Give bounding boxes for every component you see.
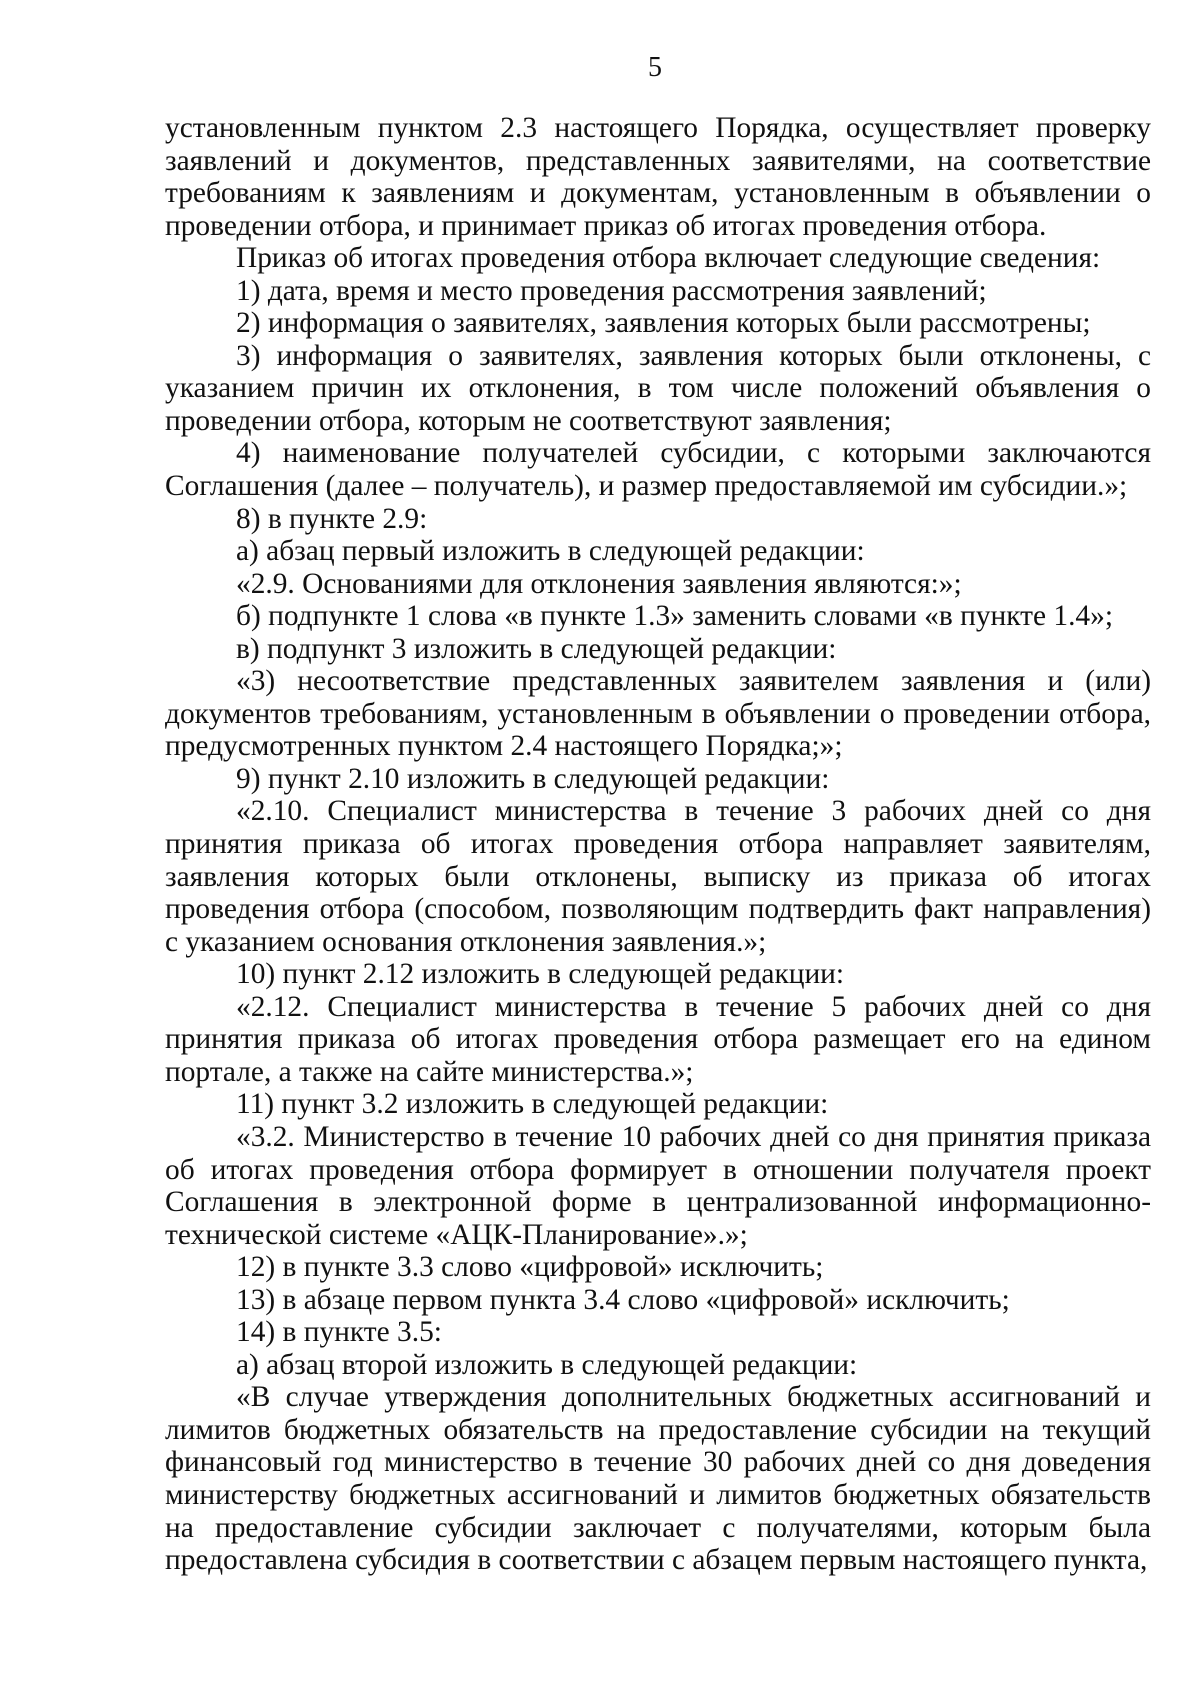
amendment-item: 14) в пункте 3.5: [236,1316,442,1349]
quoted-text: «3.2. Министерство в течение 10 рабочих дней со дня принятия приказа об итогах проведения отбора формирует в отношении получателя проект Соглашения в электронной форме в централизованной информационно-технической системе «АЦК-Планирование».»; [165,1120,1151,1251]
amendment-item: 8) в пункте 2.9: [236,502,428,535]
amendment-subitem: а) абзац второй изложить в следующей редакции: [236,1348,858,1381]
amendment-item: 13) в абзаце первом пункта 3.4 слово «цифровой» исключить; [236,1283,1010,1316]
quoted-text: «В случае утверждения дополнительных бюджетных ассигнований и лимитов бюджетных обязательств на предоставление субсидии на текущий финансовый год министерство в течение 30 рабочих дней со дня доведения министерству бюджетных ассигнований и лимитов бюджетных обязательств на предоставление субсидии заключает с получателями, которым была предоставлена субсидия в соответствии с абзацем первым настоящего пункта, [165,1381,1151,1577]
amendment-item: 10) пункт 2.12 изложить в следующей редакции: [236,958,845,991]
document-body [165,112,1151,1577]
page-number: 5 [648,52,662,83]
amendment-subitem: в) подпункт 3 изложить в следующей редакции: [236,632,837,665]
amendment-item: 12) в пункте 3.3 слово «цифровой» исключить; [236,1251,824,1284]
list-item: 3) информация о заявителях, заявления которых были отклонены, с указанием причин их отклонения, в том числе положений объявления о проведении отбора, которым не соответствуют заявления; [165,339,1151,437]
paragraph: установленным пунктом 2.3 настоящего Порядка, осуществляет проверку заявлений и документов, представленных заявителями, на соответствие требованиям к заявлениям и документам, установленным в объявлении о проведении отбора, и принимает приказ об итогах проведения отбора. [165,112,1151,242]
amendment-item: 9) пункт 2.10 изложить в следующей редакции: [236,762,830,795]
list-item: 2) информация о заявителях, заявления которых были рассмотрены; [236,307,1091,340]
quoted-text: «3) несоответствие представленных заявителем заявления и (или) документов требованиям, установленным в объявлении о проведении отбора, предусмотренных пунктом 2.4 настоящего Порядка;»; [165,665,1151,763]
list-item: 1) дата, время и место проведения рассмотрения заявлений; [236,274,987,307]
quoted-text: «2.9. Основаниями для отклонения заявления являются:»; [236,567,962,600]
quoted-text: «2.12. Специалист министерства в течение 5 рабочих дней со дня принятия приказа об итогах проведения отбора размещает его на едином портале, а также на сайте министерства.»; [165,990,1151,1088]
amendment-subitem: б) подпункте 1 слова «в пункте 1.3» заменить словами «в пункте 1.4»; [236,600,1113,633]
amendment-item: 11) пункт 3.2 изложить в следующей редакции: [236,1088,829,1121]
list-item: 4) наименование получателей субсидии, с которыми заключаются Соглашения (далее – получатель), и размер предоставляемой им субсидии.»; [165,437,1151,503]
amendment-subitem: а) абзац первый изложить в следующей редакции: [236,535,865,568]
paragraph: Приказ об итогах проведения отбора включает следующие сведения: [236,242,1101,275]
quoted-text: «2.10. Специалист министерства в течение 3 рабочих дней со дня принятия приказа об итогах проведения отбора направляет заявителям, заявления которых были отклонены, выписку из приказа об итогах проведения отбора (способом, позволяющим подтвердить факт направления) с указанием основания отклонения заявления.»; [165,795,1151,958]
